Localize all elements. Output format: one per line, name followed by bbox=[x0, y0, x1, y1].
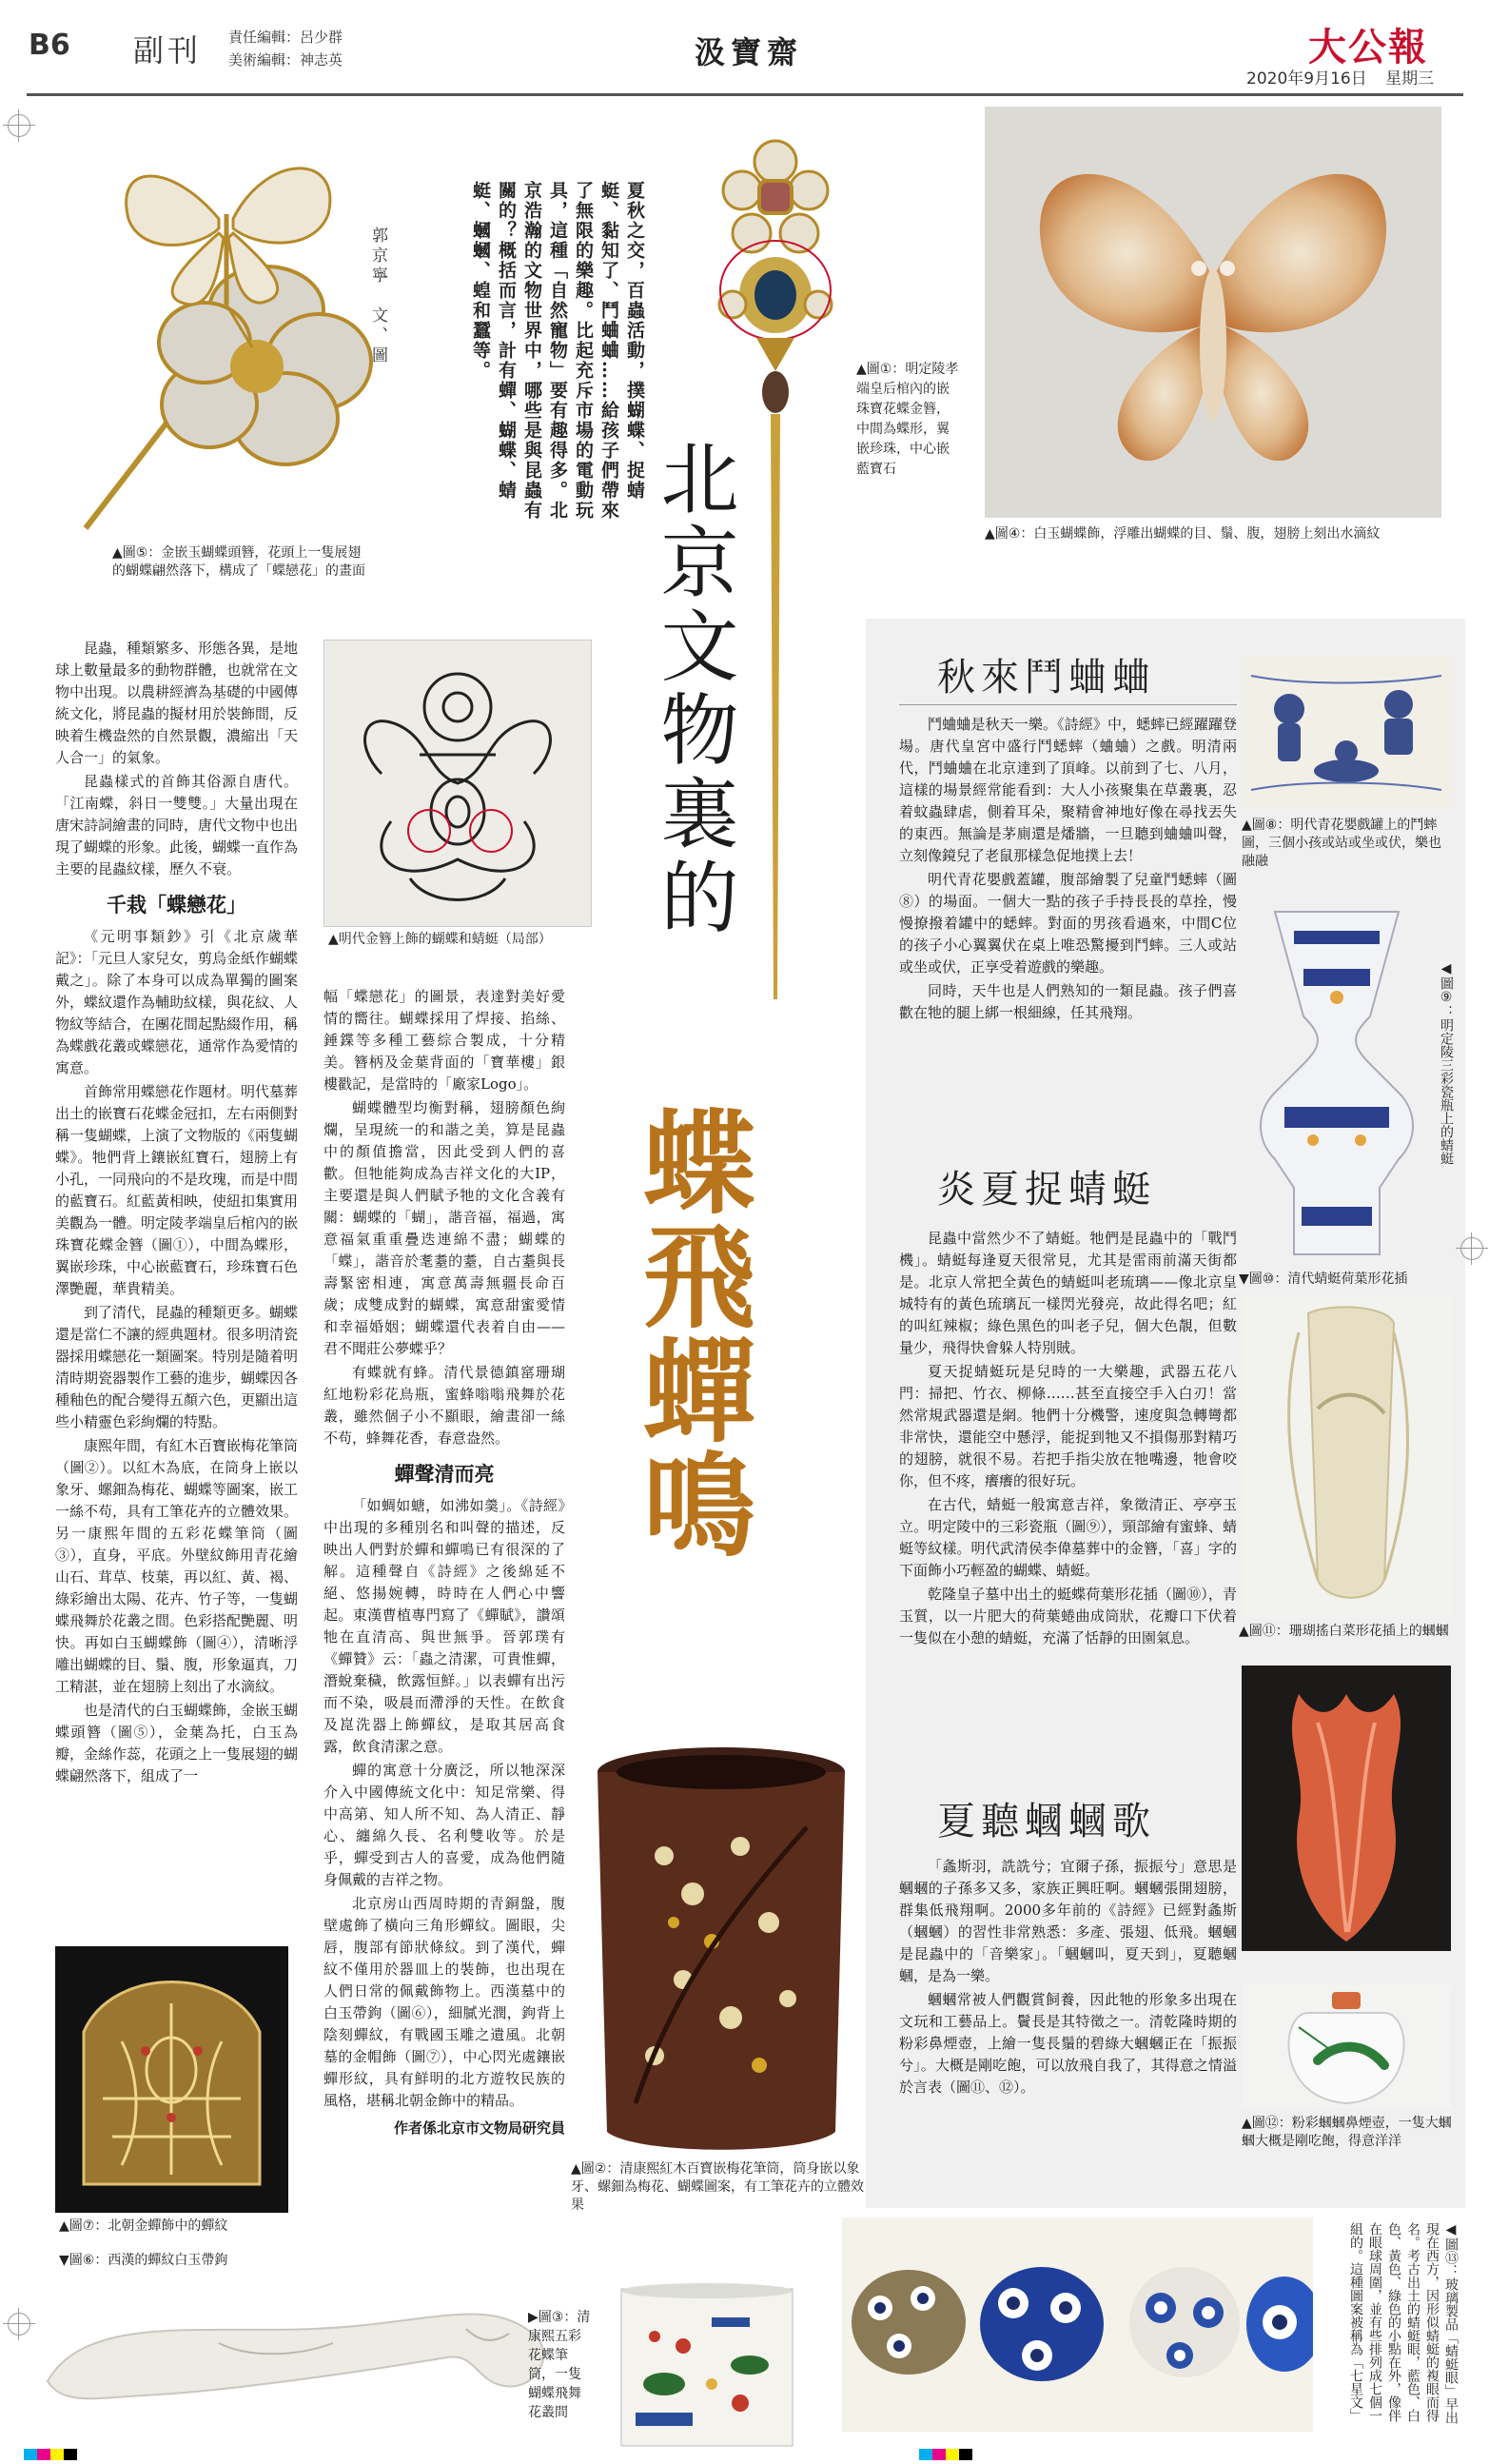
col2-para-1: 幅「蝶戀花」的圖景，表達對美好愛情的嚮往。蝴蝶採用了焊接、掐絲、錘鍱等多種工藝綜合製成，十分精美。簪柄及金葉背面的「寶華樓」銀樓戳記，是當時的「廠家Logo」。 bbox=[323, 988, 565, 1093]
fig12-caption: ▲圖⑫：粉彩蟈蟈鼻煙壺，一隻大蟈蟈大概是剛吃飽，得意洋洋 bbox=[1242, 2116, 1452, 2149]
sec1-text bbox=[899, 714, 1237, 1026]
weekday-text: 星期三 bbox=[1385, 69, 1435, 89]
col1-para-4: 首飾常用蝶戀花作題材。明代墓葬出土的嵌寶石花蝶金冠扣，左右兩側對稱一隻蝴蝶，上演了文物版的《兩隻蝴蝶》。牠們背上鑲嵌紅寶石，翅膀上有小孔，一同飛向的不是玫瑰，而是中間的藍寶石。紅藍黃相映，使紐扣集實用美觀為一體。明定陵孝端皇后棺內的嵌珠寶花蝶金簪（圖①），中間為蝶形，翼嵌珍珠，中心嵌藍寶石，珍珠寶石色澤艷麗，華貴精美。 bbox=[55, 1083, 299, 1297]
fig13-caption: ◀圖⑬：玻璃製品「蜻蜓眼」早出現在西方，因形似蜻蜓的複眼而得名。考古出土的蜻蜓眼，藍色、白色、黃色、綠色的小點在外，像伴在眼球周圍，並有些排列成七個一組的。這種圖案被稱為「七星文」 bbox=[1348, 2222, 1459, 2424]
col2-para-2: 蝴蝶體型均衡對稱，翅膀顏色絢爛，呈現統一的和諧之美，算是昆蟲中的顏值擔當，因此受到人們的喜歡。但牠能夠成為吉祥文化的大IP，主要還是與人們賦予牠的文化含義有關：蝴蝶的「蝴」，諧音福，福過，寓意福氣重重疊迭連綿不盡；蝴蝶的「蝶」，諧音於耄耋的耋，自古耋與長壽緊密相連，寓意萬壽無疆長命百歲；成雙成對的蝴蝶，寓意甜蜜愛情和幸福婚姻；蝴蝶還代表着自由——君不聞莊公夢蝶乎？ bbox=[323, 1099, 565, 1357]
fig5-butterfly-hairpin-image bbox=[76, 133, 390, 533]
main-subtitle: 蝶飛蟬鳴 bbox=[624, 1104, 756, 1561]
color-bar-bottom bbox=[0, 2446, 1489, 2457]
fig9-caption: ◀圖⑨：明定陵三彩瓷瓶上的蜻蜓 bbox=[1439, 961, 1454, 1165]
fig9-sancai-vase-image bbox=[1237, 902, 1437, 1264]
col2-para-4: 「如蜩如螗，如沸如羹」。《詩經》中出現的多種別名和叫聲的描述，反映出人們對於蟬和蟬鳴已有很深的了解。這種聲自《詩經》之後綿延不絕、悠揚婉轉，時時在人們心中響起。東漢曹植專門寫了《蟬賦》，讚頌牠在直清高、與世無爭。晉郭璞有《蟬贊》云：「蟲之清潔，可貴惟蟬，潛蛻棄穢，飲露恒鮮。」以表蟬有出污而不染，吸晨而滯淨的天性。在飲食及崑洗器上飾蟬紋，是取其居高食露，飲食清潔之意。 bbox=[323, 1497, 565, 1755]
col1-heading: 千栽「蝶戀花」 bbox=[107, 893, 246, 917]
intro-author: 郭京寧 文、圖 bbox=[368, 227, 387, 366]
col2-para-6: 北京房山西周時期的青銅盤，腹壁處飾了橫向三角形蟬紋。圖眼，尖唇，腹部有節狀條紋。到了漢代，蟬紋不僅用於器皿上的裝飾，也出現在人們日常的佩戴飾物上。西漢墓中的白玉帶鉤（圖⑥），細膩光潤，鉤背上陰刻蟬紋，有戰國玉雕之遺風。北朝墓的金帽飾（圖⑦），中心閃光處鑲嵌蟬形紋，具有鮮明的北方遊牧民族的風格，堪稱北朝金飾中的精品。 bbox=[323, 1895, 565, 2109]
line-drawing-caption: ▲明代金簪上飾的蝴蝶和蜻蜓（局部） bbox=[328, 932, 552, 947]
editor-credit: 責任編輯：呂少群 bbox=[228, 29, 343, 46]
fig6-jade-belt-hook-image bbox=[29, 2277, 561, 2419]
fig6-caption: ▼圖⑥：西漢的蟬紋白玉帶鉤 bbox=[59, 2253, 228, 2268]
paper-logo: 大公報 bbox=[1308, 25, 1428, 69]
fig2-caption: ▲圖②：清康熙紅木百寶嵌梅花筆筒，筒身嵌以象牙、螺鈿為梅花、蝴蝶圖案，有工筆花卉的立體效果 bbox=[571, 2161, 864, 2213]
page-number: B6 bbox=[29, 29, 70, 62]
date-text: 2020年9月16日 bbox=[1246, 69, 1367, 89]
registration-mark-bottom-left bbox=[8, 2313, 30, 2336]
article-column-2 bbox=[323, 986, 565, 2138]
author-note: 作者係北京市文物局研究員 bbox=[393, 2119, 565, 2137]
fig11-coral-cabbage-image bbox=[1242, 1666, 1451, 1951]
sec1-para-3: 同時，天牛也是人們熟知的一類昆蟲。孩子們喜歡在牠的腿上綁一根細線，任其飛翔。 bbox=[899, 982, 1237, 1021]
fig10-lotus-leaf-vase-image bbox=[1242, 1294, 1451, 1618]
fig3-caption: ▶圖③：清康熙五彩花蝶筆筒，一隻蝴蝶飛舞花叢間 bbox=[528, 2310, 591, 2420]
sec1-rule bbox=[899, 704, 1237, 705]
fig8-caption: ▲圖⑧：明代青花嬰戲罐上的鬥蟀圖，三個小孩或站或坐或伏，樂也融融 bbox=[1242, 818, 1441, 869]
fig12-snuff-bottle-image bbox=[1242, 1984, 1451, 2108]
col1-para-6: 康熙年間，有紅木百寶嵌梅花筆筒（圖②）。以紅木為底，在筒身上嵌以象牙、螺鈿為梅花、蝴蝶等圖案，嵌工一絲不苟，具有工筆花卉的立體效果。另一康熙年間的五彩花蝶筆筒（圖③），直身，平底。外壁紋飾用青花繪山石、茸草、枝葉，再以紅、黃、褐、綠彩繪出太陽、花卉、竹子等，一隻蝴蝶飛舞於花叢之間。色彩搭配艷麗、明快。再如白玉蝴蝶飾（圖④），清晰浮雕出蝴蝶的目、鬚、腹，形象逼真，刀工精湛，並在翅膀上刻出了水滴紋。 bbox=[55, 1437, 299, 1695]
fig10-caption: ▼圖⑩：清代蜻蜓荷葉形花插 bbox=[1239, 1271, 1408, 1287]
designer-credit: 美術編輯：神志英 bbox=[228, 51, 343, 69]
registration-mark-right bbox=[1460, 1237, 1483, 1260]
fig1-caption: ▲圖①：明定陵孝端皇后棺內的嵌珠寶花蝶金簪，中間為蝶形，翼嵌珍珠，中心嵌藍寶石 bbox=[856, 362, 959, 477]
fig7-caption: ▲圖⑦：北朝金蟬飾中的蟬紋 bbox=[59, 2218, 228, 2234]
fig7-gold-cicada-image bbox=[55, 1946, 288, 2213]
fig3-famille-verte-brush-pot-image bbox=[598, 2279, 816, 2451]
article-column-1 bbox=[55, 638, 298, 1789]
intro-text: 夏秋之交，百蟲活動，撲蝴蝶、捉蜻蜓、黏知了、鬥蛐蛐……給孩子們帶來了無限的樂趣。比起充斥市場的電動玩具，這種「自然寵物」要有趣得多。北京浩瀚的文物世界中，哪些是與昆蟲有關的？概括而言，計有蟬、蝴蝶、蜻蜓、蟈蟈、蝗和蠶等。 bbox=[470, 181, 645, 521]
header-rule bbox=[27, 93, 1463, 96]
sec3-text bbox=[899, 1856, 1237, 2100]
fig11-caption: ▲圖⑪：珊瑚搖白菜形花插上的蟈蟈 bbox=[1239, 1624, 1449, 1639]
sec3-para-2: 蟈蟈常被人們觀賞飼養，因此牠的形象多出現在文玩和工藝品上。鬢長是其特徵之一。清乾隆時期的粉彩鼻煙壺，上繪一隻長鬚的碧綠大蟈蟈正在「振振兮」。大概是剛吃飽，可以放飛自我了，其得意之情溢於言表（圖⑪、⑫）。 bbox=[899, 1991, 1237, 2096]
sec2-para-4: 乾隆皇子墓中出土的蜓蝶荷葉形花插（圖⑩），青玉質，以一片肥大的荷葉蜷曲成筒狀，花瓣口下伏着一隻似在小憩的蜻蜓，充滿了恬靜的田園氣息。 bbox=[899, 1586, 1237, 1646]
sec2-para-2: 夏天捉蜻蜓玩是兒時的一大樂趣，武器五花八門：掃把、竹衣、柳條……甚至直接空手入白刃！當然常規武器還是網。牠們十分機警，速度與急轉彎都非常快，還能空中懸浮，能捉到牠又不損傷那對精巧的翅膀，就很不易。若把手指尖放在牠嘴邊，牠會咬你，但不疼，癢癢的很好玩。 bbox=[899, 1363, 1237, 1489]
sec1-title: 秋來鬥蛐蛐 bbox=[937, 656, 1156, 700]
fig13-dragonfly-eye-beads-image bbox=[842, 2218, 1313, 2432]
section-name: 副刊 bbox=[133, 32, 203, 69]
col1-para-2: 昆蟲樣式的首飾其俗源自唐代。「江南蝶，斜日一雙雙。」大量出現在唐宋詩詞繪畫的同時，唐代文物中也出現了蝴蝶的形象。此後，蝴蝶一直作為主要的昆蟲紋樣，歷久不衰。 bbox=[55, 773, 299, 877]
col2-heading: 蟬聲清而亮 bbox=[394, 1462, 495, 1486]
col1-para-5: 到了清代，昆蟲的種類更多。蝴蝶還是當仁不讓的經典題材。很多明清瓷器採用蝶戀花一類圖案。特別是隨着明清時期瓷器製作工藝的進步，蝴蝶因各種釉色的配合變得五顏六色，更顯出這些小精靈色彩絢爛的特點。 bbox=[55, 1304, 299, 1430]
fig5-caption: ▲圖⑤：金嵌玉蝴蝶頭簪，花頭上一隻展翅的蝴蝶翩然落下，構成了「蝶戀花」的畫面 bbox=[112, 545, 365, 579]
issue-date bbox=[1246, 65, 1434, 89]
registration-mark-top-left bbox=[8, 114, 30, 137]
sec3-title: 夏聽蟈蟈歌 bbox=[937, 1800, 1156, 1843]
sec2-para-3: 在古代，蜻蜓一般寓意吉祥，象徵清正、亭亭玉立。明定陵中的三彩瓷瓶（圖⑨），頸部繪有蜜蜂、蜻蜓等紋樣。明代武清侯李偉墓葬中的金簪，「喜」字的下面飾小巧輕盈的蝴蝶、蜻蜓。 bbox=[899, 1496, 1237, 1579]
col1-para-7: 也是清代的白玉蝴蝶飾，金嵌玉蝴蝶頭簪（圖⑤），金葉為托，白玉為瓣，金絲作蕊，花頭之上一隻展翅的蝴蝶翩然落下，組成了一 bbox=[55, 1702, 299, 1784]
sec2-para-1: 昆蟲中當然少不了蜻蜓。牠們是昆蟲中的「戰鬥機」。蜻蜓每逢夏天很常見，尤其是雷雨前滿天街都是。北京人常把全黃色的蜻蜓叫老琉璃——像北京皇城特有的黃色琉璃瓦一樣閃光發亮，故此得名吧；紅的叫紅辣椒；綠色黑色的叫老子兒，個大色靚，但數量少，飛得快會躲人特別賊。 bbox=[899, 1230, 1237, 1356]
sec3-para-1: 「螽斯羽，詵詵兮；宜爾子孫，振振兮」意思是蟈蟈的子孫多又多，家族正興旺啊。蟈蟈張開翅膀，群集低飛翔啊。2000多年前的《詩經》已經對螽斯（蟈蟈）的習性非常熟悉：多產、張翅、低飛。蟈蟈是昆蟲中的「音樂家」。「蟈蟈叫，夏天到」，夏聽蟈蟈，是為一樂。 bbox=[899, 1858, 1237, 1984]
sec2-title: 炎夏捉蜻蜓 bbox=[937, 1168, 1156, 1212]
fig8-blue-white-jar-image bbox=[1242, 657, 1451, 809]
fig4-jade-butterfly-image bbox=[985, 107, 1441, 518]
col1-para-1: 昆蟲，種類繁多、形態各異，是地球上數量最多的動物群體，也就常在文物中出現。以農耕經濟為基礎的中國傳統文化，將昆蟲的擬材用於裝飾間，反映着生機盎然的自然景觀，濃縮出「天人合一」的氣象。 bbox=[55, 640, 299, 766]
sec1-para-1: 鬥蛐蛐是秋天一樂。《詩經》中，蟋蟀已經躍躍登場。唐代皇宮中盛行鬥蟋蟀（蛐蛐）之戲。明清兩代，鬥蛐蛐在北京達到了頂峰。以前到了七、八月，這樣的場景經常能看到：大人小孩聚集在草叢裏，忍着蚊蟲肆虐，側着耳朵，聚精會神地好像在尋找丟失的東西。無論是茅廁還是燔牆，一旦聽到蛐蛐叫聲，立刻像鏡兒了老鼠那樣急促地撲上去！ bbox=[899, 716, 1237, 864]
column-name: 汲寶齋 bbox=[695, 34, 804, 70]
line-drawing-image bbox=[323, 640, 592, 927]
sec1-para-2: 明代青花嬰戲蓋罐，腹部繪製了兒童鬥蟋蟀（圖⑧）的場面。一個大一點的孩子手持長長的草拴，慢慢撩撥着罐中的蟋蟀。對面的男孩看過來，中間C位的孩子小心翼翼伏在桌上唯恐驚擾到鬥蟀。三人或站或坐或伏，正享受着遊戲的樂趣。 bbox=[899, 871, 1237, 976]
main-title: 北京文物裏的 bbox=[648, 438, 738, 940]
sec2-text bbox=[899, 1228, 1237, 1651]
col2-para-3: 有蝶就有蜂。清代景德鎮窰珊瑚紅地粉彩花鳥瓶，蜜蜂嗡嗡飛舞於花叢，雖然個子小不顯眼，繪畫卻一絲不苟，蜂舞花香，春意盎然。 bbox=[323, 1364, 565, 1447]
fig2-brush-pot-image bbox=[578, 1742, 864, 2160]
fig4-caption: ▲圖④：白玉蝴蝶飾，浮雕出蝴蝶的目、鬚、腹，翅膀上刻出水滴紋 bbox=[985, 526, 1381, 542]
col2-para-5: 蟬的寓意十分廣泛，所以牠深深介入中國傳統文化中：知足常樂、得中高第、知人所不知、為人清正、靜心、纏綿久長、名利雙收等。於是乎，蟬受到古人的喜愛，成為他們隨身佩戴的吉祥之物。 bbox=[323, 1762, 565, 1888]
col1-para-3: 《元明事類鈔》引《北京歲華記》：「元旦人家兒女，剪烏金紙作蝴蝶戴之」。除了本身可以成為單獨的圖案外，蝶紋還作為輔助紋樣，與花紋、人物紋等結合，在團花間起點綴作用，稱為蝶戲花叢或蝶戀花，通常作為愛情的寓意。 bbox=[55, 928, 299, 1076]
